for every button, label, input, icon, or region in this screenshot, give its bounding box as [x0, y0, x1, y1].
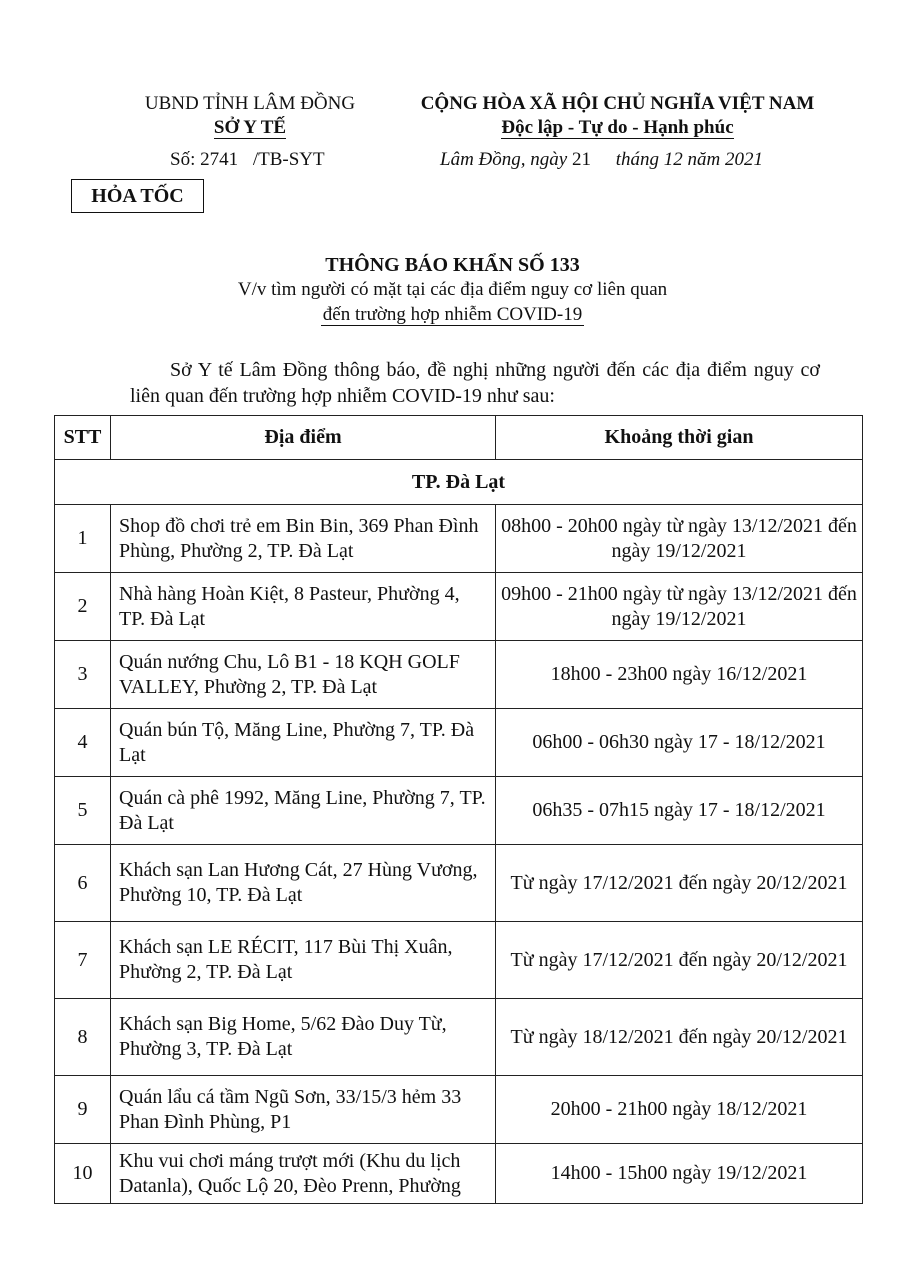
row-location: Quán nướng Chu, Lô B1 - 18 KQH GOLF VALLEY, Phường 2, TP. Đà Lạt: [111, 641, 496, 709]
row-time: 06h00 - 06h30 ngày 17 - 18/12/2021: [496, 709, 863, 777]
section-row: [55, 460, 863, 505]
row-stt: 4: [55, 709, 111, 777]
header-location: Địa điểm: [111, 416, 496, 460]
row-location: Khách sạn Big Home, 5/62 Đào Duy Từ, Phường 3, TP. Đà Lạt: [111, 999, 496, 1076]
motto: Độc lập - Tự do - Hạnh phúc: [501, 117, 734, 138]
row-time: Từ ngày 17/12/2021 đến ngày 20/12/2021: [496, 922, 863, 999]
row-time: 18h00 - 23h00 ngày 16/12/2021: [496, 641, 863, 709]
row-time: Từ ngày 17/12/2021 đến ngày 20/12/2021: [496, 845, 863, 922]
document-number: Số: 2741 /TB-SYT: [170, 149, 325, 170]
notice-title: THÔNG BÁO KHẨN SỐ 133: [325, 254, 580, 276]
row-stt: 1: [55, 505, 111, 573]
row-stt: 3: [55, 641, 111, 709]
national-motto: [395, 92, 840, 140]
row-stt: 5: [55, 777, 111, 845]
row-time: 08h00 - 20h00 ngày từ ngày 13/12/2021 đến ngày 19/12/2021: [496, 505, 863, 573]
table-row: [55, 641, 863, 709]
row-location: Khách sạn Lan Hương Cát, 27 Hùng Vương, Phường 10, TP. Đà Lạt: [111, 845, 496, 922]
table-row: [55, 999, 863, 1076]
row-location: Quán bún Tộ, Măng Line, Phường 7, TP. Đà Lạt: [111, 709, 496, 777]
row-location: Khách sạn LE RÉCIT, 117 Bùi Thị Xuân, Phường 2, TP. Đà Lạt: [111, 922, 496, 999]
table-row: [55, 777, 863, 845]
row-time: 06h35 - 07h15 ngày 17 - 18/12/2021: [496, 777, 863, 845]
header-time: Khoảng thời gian: [496, 416, 863, 460]
table-row: [55, 922, 863, 999]
row-time: 09h00 - 21h00 ngày từ ngày 13/12/2021 đến ngày 19/12/2021: [496, 573, 863, 641]
row-location: Quán cà phê 1992, Măng Line, Phường 7, TP. Đà Lạt: [111, 777, 496, 845]
row-time: 20h00 - 21h00 ngày 18/12/2021: [496, 1076, 863, 1144]
notice-subject-line2: đến trường hợp nhiễm COVID-19: [322, 304, 583, 325]
row-location: Shop đồ chơi trẻ em Bin Bin, 369 Phan Đình Phùng, Phường 2, TP. Đà Lạt: [111, 505, 496, 573]
header-stt: STT: [55, 416, 111, 460]
table-row: [55, 573, 863, 641]
risk-locations-table: [54, 415, 863, 1204]
row-stt: 6: [55, 845, 111, 922]
issue-date: Lâm Đồng, ngày 21 tháng 12 năm 2021: [440, 149, 763, 170]
row-stt: 7: [55, 922, 111, 999]
title-block: [40, 253, 865, 327]
issuing-agency: [125, 92, 375, 140]
row-location: Khu vui chơi máng trượt mới (Khu du lịch Datanla), Quốc Lộ 20, Đèo Prenn, Phường: [111, 1144, 496, 1204]
table-row: [55, 1076, 863, 1144]
table-row: [55, 709, 863, 777]
section-city: TP. Đà Lạt: [55, 460, 863, 505]
urgent-label: HỎA TỐC: [71, 179, 204, 213]
table-row: [55, 845, 863, 922]
table-row: [55, 505, 863, 573]
row-location: Nhà hàng Hoàn Kiệt, 8 Pasteur, Phường 4, TP. Đà Lạt: [111, 573, 496, 641]
row-stt: 9: [55, 1076, 111, 1144]
intro-paragraph: Sở Y tế Lâm Đồng thông báo, đề nghị những người đến các địa điểm nguy cơ liên quan đến trường hợp nhiễm COVID-19 như sau:: [130, 359, 820, 407]
table-row: [55, 1144, 863, 1204]
notice-subject-line1: V/v tìm người có mặt tại các địa điểm nguy cơ liên quan: [237, 279, 668, 300]
agency-department: SỞ Y TẾ: [213, 117, 287, 138]
row-stt: 2: [55, 573, 111, 641]
nation-name: CỘNG HÒA XÃ HỘI CHỦ NGHĨA VIỆT NAM: [420, 93, 815, 114]
table-header-row: [55, 416, 863, 460]
row-stt: 8: [55, 999, 111, 1076]
row-time: 14h00 - 15h00 ngày 19/12/2021: [496, 1144, 863, 1204]
row-time: Từ ngày 18/12/2021 đến ngày 20/12/2021: [496, 999, 863, 1076]
row-stt: 10: [55, 1144, 111, 1204]
row-location: Quán lẩu cá tầm Ngũ Sơn, 33/15/3 hẻm 33 Phan Đình Phùng, P1: [111, 1076, 496, 1144]
agency-province: UBND TỈNH LÂM ĐỒNG: [144, 93, 356, 114]
